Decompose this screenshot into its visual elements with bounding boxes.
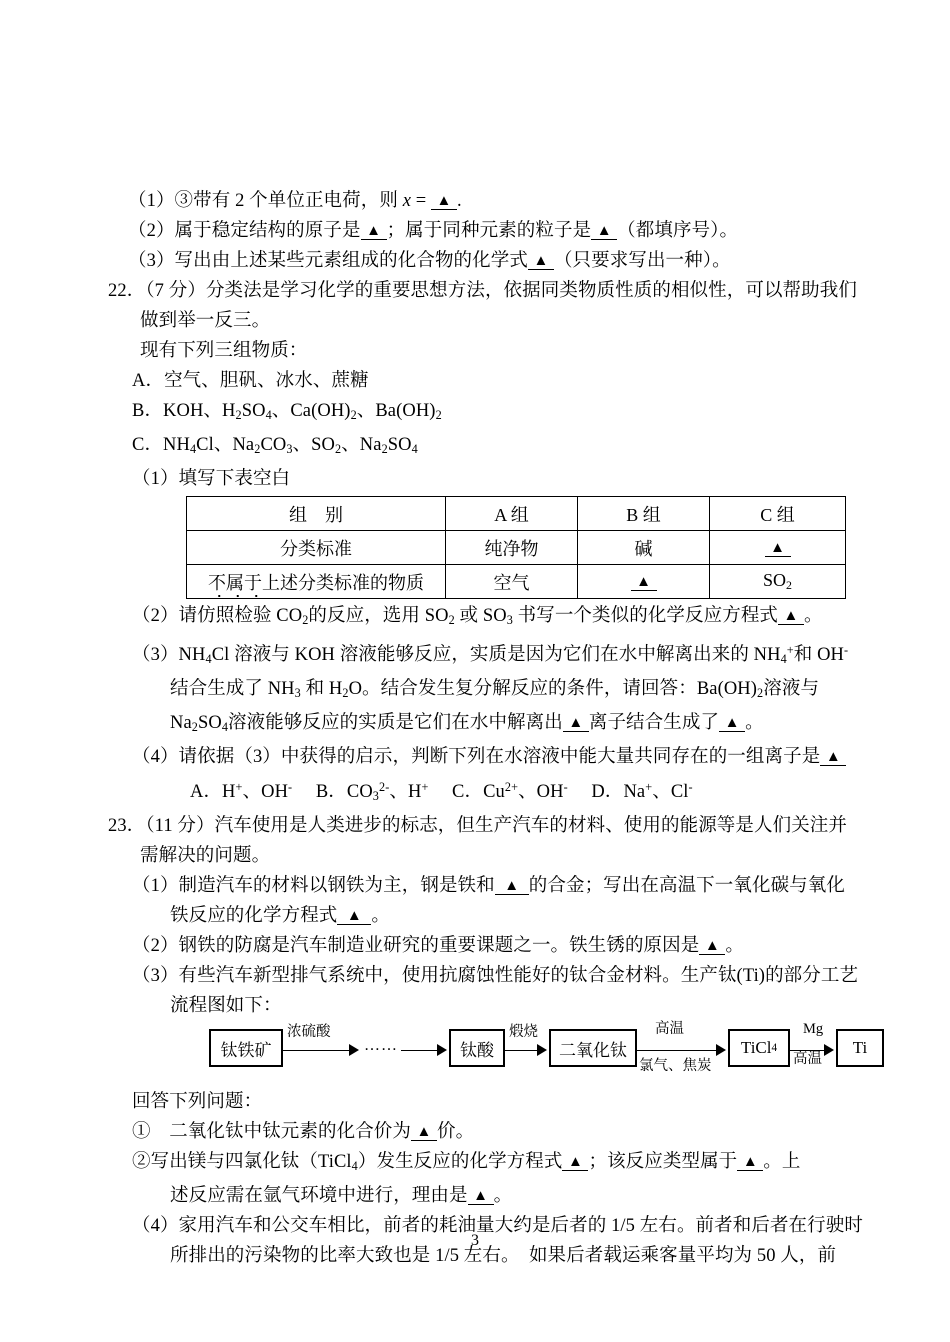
q21-item2-text-c: （都填序号）。: [617, 221, 739, 241]
q22-sub1: （1）填写下表空白: [132, 469, 291, 490]
q23-item1-a: ① 二氧化钛中钛元素的化合价为: [132, 1122, 412, 1143]
flow-box-titanium-tetrachloride: TiCl 4: [728, 1029, 790, 1067]
q22-sub3-l2b: 和 H: [300, 679, 343, 700]
subscript-4: 4: [351, 1159, 358, 1174]
q21-item1-period: .: [456, 191, 462, 211]
q22-sub3-b: Cl 溶液与 KOH 溶液能够反应，实质是因为它们在水中解离出来的 NH: [211, 645, 781, 665]
q23-sub1-line1: [0, 871, 950, 901]
q23-sub3-line2: 流程图如下：: [170, 996, 282, 1017]
cell-c-criteria[interactable]: [710, 531, 846, 565]
q23-stem-text: 汽车使用是人类进步的标志，但生产汽车的材料、使用的能源等是人们关注并: [214, 816, 848, 837]
flow-arrow-line: [637, 1050, 718, 1051]
q23-item2-b: ）发生反应的化学方程式: [357, 1152, 563, 1173]
q22-lead: 现有下列三组物质：: [140, 341, 308, 361]
q22-stem-text: 分类法是学习化学的重要思想方法，依据同类物质性质的相似性，可以帮助我们: [205, 281, 857, 301]
flow-label-high-temperature-2: 高温: [793, 1051, 822, 1068]
table-row: [187, 565, 846, 599]
q22-sub3-l2c: O。结合发生复分解反应的条件，请回答：Ba(OH): [348, 679, 758, 700]
answer-blank[interactable]: ▲: [411, 1125, 437, 1141]
q23-item-2-line2: [0, 1181, 950, 1211]
cell-b-exception[interactable]: [578, 565, 710, 599]
flow-arrow-line: [401, 1050, 439, 1051]
answer-blank[interactable]: ▲: [778, 609, 804, 625]
label-rest: 上述分类标准的物质: [262, 572, 424, 593]
q23-item2-c: ；该反应类型属于: [588, 1152, 738, 1173]
flow-arrow-head-icon: [349, 1044, 359, 1056]
q23-sub1-line2: [0, 901, 950, 931]
q22-sub4-text: （4）请依据（3）中获得的启示，判断下列在水溶液中能大量共同存在的一组离子是: [132, 747, 821, 768]
q22-sub2-a: （2）请仿照检验 CO: [132, 606, 303, 627]
cell-b-criteria: 碱: [578, 531, 710, 565]
q23-sub2: [0, 931, 950, 961]
q23-score: （11 分）: [145, 816, 215, 837]
row-label-criteria: 分类标准: [187, 531, 446, 565]
answer-blank[interactable]: ▲: [562, 1155, 588, 1171]
row-label-exception: [187, 565, 446, 599]
flow-box-titanium-dioxide: 二氧化钛: [549, 1029, 637, 1067]
q22-stem-line2: 做到举一反三。: [140, 311, 271, 331]
emphasis-text: 不属于: [208, 572, 262, 593]
answer-blank[interactable]: ▲: [765, 541, 791, 557]
q21-item2-text-a: （2）属于稳定结构的原子是: [128, 221, 361, 241]
q23-sub4-line2: 所排出的污染物的比率大致也是 1/5 左右。 如果后者载运乘客量平均为 50 人，前: [170, 1246, 837, 1267]
q23-sub2-a: （2）钢铁的防腐是汽车制造业研究的重要课题之一。铁生锈的原因是: [132, 936, 700, 957]
q21-item-3: [0, 246, 950, 276]
q23-answer-lead: 回答下列问题：: [132, 1092, 263, 1113]
q22-sub2-d: 书写一个类似的化学反应方程式: [512, 606, 779, 627]
subscript-4: 4: [221, 720, 229, 735]
cell-a-criteria: 纯净物: [446, 531, 578, 565]
flow-ellipsis: ……: [364, 1037, 398, 1055]
group-items: KOH、$H_2SO_4$、$Ca(OH)_2$、$Ba(OH)_2$: [163, 401, 442, 423]
flow-label-chlorine-coke: 氯气、焦炭: [639, 1058, 712, 1075]
option-c[interactable]: C．$Cu^{2+}$、OH-: [452, 780, 568, 802]
q22-sub2-c: 或 SO: [454, 606, 507, 627]
q22-sub3-line2: [0, 674, 950, 708]
subscript-4: 4: [780, 652, 787, 667]
flow-box-titanium: Ti: [836, 1029, 884, 1067]
subscript-2: 2: [757, 686, 764, 701]
q23-item-1: [0, 1117, 950, 1147]
option-d[interactable]: D．Na+、Cl-: [591, 780, 693, 802]
q22-group-a: [0, 366, 950, 396]
q22-group-c: [0, 430, 950, 464]
subscript-3: 3: [506, 613, 513, 628]
q23-sub1-d: 。: [371, 906, 391, 927]
q23-sub3-line1: （3）有些汽车新型排气系统中，使用抗腐蚀性能好的钛合金材料。生产钛(Ti)的部分工艺: [132, 966, 859, 987]
group-tag: A．: [132, 371, 165, 391]
q21-item1-text: （1）③带有 2 个单位正电荷，则: [128, 191, 403, 211]
flow-arrow-head-icon: [537, 1044, 547, 1056]
q22-sub3-l3a: Na: [170, 713, 192, 734]
q23-sub2-b: 。: [725, 936, 744, 957]
cell-c-exception: $SO_2$: [710, 565, 846, 599]
flow-arrow-line: [790, 1050, 826, 1051]
flow-arrow-head-icon: [437, 1044, 447, 1056]
flow-box-ilmenite: 钛铁矿: [209, 1029, 283, 1067]
answer-blank[interactable]: ▲: [591, 224, 617, 240]
flow-label-magnesium: Mg: [803, 1021, 824, 1038]
q21-item3-text-b: （只要求写出一种）。: [553, 251, 731, 271]
q23-item2-d: 。上: [763, 1152, 801, 1173]
q22-sub3-line1: [0, 635, 950, 674]
flow-arrow-head-icon: [716, 1044, 726, 1056]
q22-sub2: [0, 599, 950, 635]
page-number: 3: [471, 1232, 479, 1249]
th-group-c: C 组: [710, 497, 846, 531]
answer-blank[interactable]: ▲: [563, 716, 589, 732]
q23-sub1-c: 铁反应的化学方程式: [170, 906, 338, 927]
th-group-a: A 组: [446, 497, 578, 531]
q22-sub3-l2a: 结合生成了 NH: [170, 679, 295, 700]
answer-blank[interactable]: ▲: [631, 575, 657, 591]
th-group: 组 别: [187, 497, 446, 531]
q22-sub3-l3b: SO: [197, 713, 222, 734]
answer-blank[interactable]: ▲: [699, 939, 725, 955]
q23-item-2-line1: [0, 1147, 950, 1181]
q23-sub1-a: （1）制造汽车的材料以钢铁为主，钢是铁和: [132, 876, 495, 897]
q23-sub4-line1: （4）家用汽车和公交车相比，前者的耗油量大约是后者的 1/5 左右。前者和后者在行驶时: [132, 1216, 863, 1237]
group-items: 空气、胆矾、冰水、蔗糖: [164, 371, 369, 391]
equals-sign: =: [411, 191, 431, 211]
answer-blank[interactable]: ▲: [528, 254, 554, 270]
group-items: $NH_4Cl$、$Na_2CO_3$、$SO_2$、$Na_2SO_4$: [163, 435, 418, 457]
q21-item3-text-a: （3）写出由上述某些元素组成的化合物的化学式: [128, 251, 528, 271]
titanium-process-flowchart: [0, 1021, 950, 1085]
flow-label-high-temperature: 高温: [655, 1021, 684, 1038]
subscript-3: 3: [294, 686, 301, 701]
answer-blank[interactable]: ▲: [719, 716, 745, 732]
q22-sub3-line3: [0, 708, 950, 742]
q22-options: [0, 772, 950, 811]
variable-x: x: [402, 191, 411, 211]
answer-blank[interactable]: ▲: [361, 224, 387, 240]
q22-sub4: [0, 742, 950, 772]
flow-label-calcination: 煅烧: [509, 1024, 538, 1041]
table-row: [187, 531, 846, 565]
classification-table: [186, 496, 846, 599]
q21-item2-text-b: ；属于同种元素的粒子是: [386, 221, 592, 241]
q22-sub3-a: （3）NH: [132, 645, 206, 665]
superscript-minus: -: [844, 643, 849, 658]
answer-blank[interactable]: ▲: [431, 194, 457, 210]
q22-number: 22．: [108, 281, 146, 301]
subscript-4: 4: [205, 652, 212, 667]
q22-stem-line1: [0, 276, 950, 306]
flow-label-concentrated-sulfuric-acid: 浓硫酸: [287, 1024, 331, 1041]
q22-group-b: [0, 396, 950, 430]
q23-item2-e: 述反应需在氩气环境中进行，理由是: [170, 1186, 468, 1207]
cell-a-exception: 空气: [446, 565, 578, 599]
q22-sub2-b: 的反应，选用 SO: [308, 606, 449, 627]
q22-sub3-l2d: 溶液与: [763, 679, 820, 700]
answer-blank[interactable]: ▲: [337, 909, 371, 925]
option-a[interactable]: A．H+、OH-: [190, 780, 293, 802]
q23-number: 23．: [108, 816, 146, 837]
q21-item-2: [0, 216, 950, 246]
flow-arrow-head-icon: [824, 1044, 834, 1056]
flow-box-titanic-acid: 钛酸: [449, 1029, 505, 1067]
table-header-row: [187, 497, 846, 531]
subscript-2: 2: [191, 720, 198, 735]
subscript-2: 2: [302, 613, 309, 628]
answer-blank[interactable]: ▲: [737, 1155, 763, 1171]
th-group-b: B 组: [578, 497, 710, 531]
group-tag: B．: [132, 401, 164, 421]
superscript-plus: +: [786, 643, 794, 658]
q22-sub3-l3c: 溶液能够反应的实质是它们在水中解离出: [228, 713, 563, 734]
subscript-2: 2: [342, 686, 349, 701]
q23-item2-a: ②写出镁与四氯化钛（TiCl: [132, 1152, 352, 1173]
q23-stem-line2: 需解决的问题。: [140, 846, 271, 867]
q22-score: （7 分）: [145, 281, 206, 301]
answer-blank[interactable]: ▲: [468, 1189, 494, 1205]
group-tag: C．: [132, 435, 164, 456]
q22-sub3-l3d: 离子结合生成了: [588, 713, 720, 734]
option-b[interactable]: B．$CO_3^{2-}$、H+: [315, 780, 429, 804]
q23-stem-line1: [0, 811, 950, 841]
q22-sub3-l3e: 。: [745, 713, 764, 734]
q23-item2-f: 。: [493, 1186, 513, 1207]
page-content: [0, 186, 950, 1271]
answer-blank[interactable]: ▲: [820, 750, 846, 766]
flow-arrow-line: [505, 1050, 539, 1051]
classification-table-wrapper: [0, 494, 950, 599]
q22-sub2-e: 。: [804, 606, 823, 627]
q22-sub3-c: 和 OH: [793, 645, 845, 665]
q23-item1-b: 价。: [437, 1122, 475, 1143]
q21-item-1: [0, 186, 950, 216]
q23-sub1-b: 的合金；写出在高温下一氧化碳与氧化: [528, 876, 845, 897]
flow-arrow-line: [283, 1050, 351, 1051]
subscript-2: 2: [448, 613, 455, 628]
answer-blank[interactable]: ▲: [495, 879, 529, 895]
